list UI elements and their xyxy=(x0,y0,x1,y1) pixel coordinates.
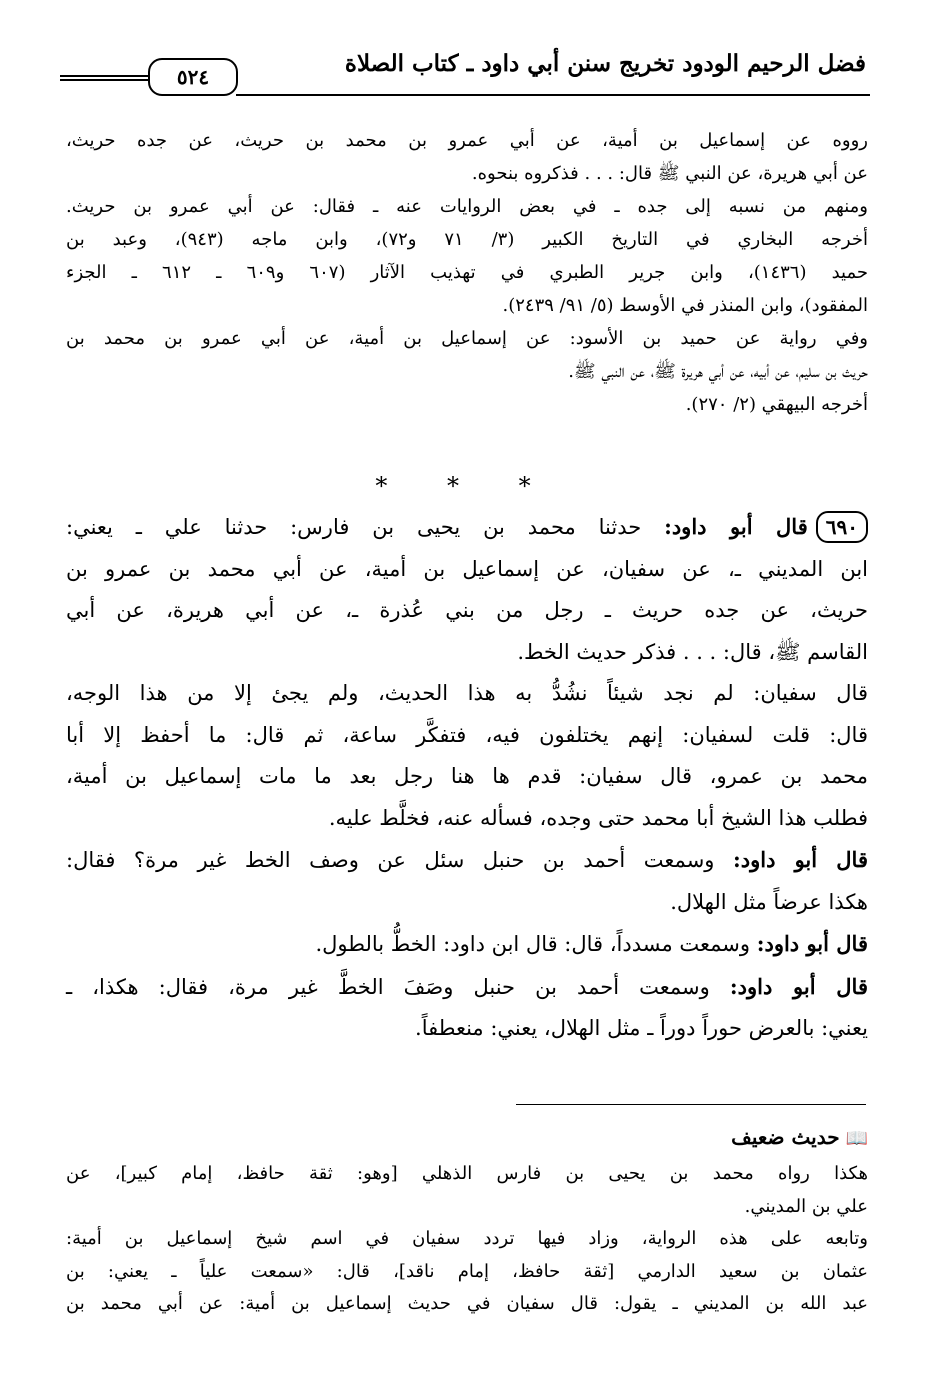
text-line: محمد بن عمرو، قال سفيان: قدم ها هنا رجل بعد ما مات إسماعيل بن أمية، xyxy=(66,764,868,788)
header-rule xyxy=(236,94,870,96)
text-line: قال: قلت لسفيان: إنهم يختلفون فيه، فتفكَّر ساعة، ثم قال: ما أحفظ إلا أبا xyxy=(66,722,868,747)
text-line: قال سفيان: لم نجد شيئاً نشُدُّ به هذا الحديث، ولم يجئ إلا من هذا الوجه، xyxy=(66,681,868,705)
text-line: وتابعه على هذه الرواية، وزاد فيها تردد سفيان في اسم شيخ إسماعيل بن أمية: xyxy=(66,1228,868,1249)
text-line: القاسم ﷺ، قال: . . . فذكر حديث الخط. xyxy=(517,639,868,664)
hadith-intro: قال أبو داود: xyxy=(664,514,808,539)
text-line: وفي رواية عن حميد بن الأسود: عن إسماعيل بن أمية، عن أبي عمرو بن محمد بن xyxy=(66,328,868,349)
hadith-grade xyxy=(731,1120,868,1156)
text-line: وسمعت أحمد بن حنبل سئل عن وصف الخط غير مرة؟ فقال: xyxy=(66,848,715,872)
text-line: حدثنا محمد بن يحيى بن فارس: حدثنا علي ـ يعني: xyxy=(66,515,642,539)
abu-dawud-intro: قال أبو داود: xyxy=(756,931,868,956)
page-number: ٥٢٤ xyxy=(148,58,238,96)
text-line: حريث بن سليم، عن أبيه، عن أبي هريرة ﷺ، عن النبي ﷺ. xyxy=(568,361,868,382)
text-line: أخرجه البخاري في التاريخ الكبير (٣/ ٧١ و٧٢)، وابن ماجه (٩٤٣)، وعبد بن xyxy=(66,229,868,250)
page-number-rule-lower xyxy=(60,79,148,81)
grade-label: حديث ضعيف xyxy=(731,1125,840,1149)
hadith-number-badge: ٦٩٠ xyxy=(816,511,868,543)
text-line: المفقود)، وابن المنذر في الأوسط (٥/ ٩١/ ٢٤٣٩). xyxy=(502,295,868,316)
section-previous-takhrij xyxy=(66,124,868,421)
hadith-690 xyxy=(66,506,868,1050)
text-line: رووه عن إسماعيل بن أمية، عن أبي عمرو بن محمد بن حريث، عن جده حريث، xyxy=(66,130,868,151)
commentary-text xyxy=(66,1158,868,1321)
text-line: علي بن المديني. xyxy=(744,1195,868,1217)
page-header xyxy=(60,38,870,102)
page-number-rule-upper xyxy=(60,75,148,77)
text-line: وسمعت مسدداً، قال: قال ابن داود: الخطُّ بالطول. xyxy=(315,932,751,956)
text-line: وسمعت أحمد بن حنبل وصَفَ الخطَّ غير مرة، فقال: هكذا، ـ xyxy=(66,974,710,999)
abu-dawud-intro: قال أبو داود: xyxy=(729,973,868,999)
text-line: عبد الله بن المديني ـ يقول: قال سفيان في حديث إسماعيل بن أمية: عن أبي محمد بن xyxy=(66,1293,868,1314)
running-title: فضل الرحيم الودود تخريج سنن أبي داود ـ كتاب الصلاة xyxy=(344,50,866,77)
section-separator: * * * xyxy=(375,472,557,500)
text-line: عن أبي هريرة، عن النبي ﷺ قال: . . . فذكروه بنحوه. xyxy=(471,163,868,184)
text-line: هكذا رواه محمد بن يحيى بن فارس الذهلي [وهو: ثقة حافظ، إمام كبير]، عن xyxy=(66,1163,868,1184)
footnote-divider xyxy=(516,1104,866,1105)
text-line: يعني: بالعرض حوراً دوراً ـ مثل الهلال، يعني: منعطفاً. xyxy=(415,1016,868,1040)
text-line: فطلب هذا الشيخ أبا محمد حتى وجده، فسأله عنه، فخلَّط عليه. xyxy=(328,805,868,830)
text-line: عثمان بن سعيد الدارمي [ثقة حافظ، إمام ناقد]، قال: «سمعت علياً ـ يعني: بن xyxy=(66,1260,868,1282)
text-line: ابن المديني ـ، عن سفيان، عن إسماعيل بن أمية، عن أبي محمد بن عمرو بن xyxy=(66,556,868,581)
text-line: حريث، عن جده حريث ـ رجل من بني عُذرة ـ، عن أبي هريرة، عن أبي xyxy=(66,598,868,622)
text-line: حميد (١٤٣٦)، وابن جرير الطبري في تهذيب الآثار (٦٠٧ و٦٠٩ ـ ٦١٢ ـ الجزء xyxy=(66,262,869,283)
text-line: هكذا عرضاً مثل الهلال. xyxy=(670,889,868,914)
abu-dawud-intro: قال أبو داود: xyxy=(732,847,868,872)
text-line: ومنهم من نسبه إلى جده ـ في بعض الروايات عنه ـ فقال: عن أبي عمرو بن حريث. xyxy=(66,196,868,217)
book-icon: 📖 xyxy=(845,1128,868,1149)
text-line: أخرجه البيهقي (٢/ ٢٧٠). xyxy=(685,394,868,415)
